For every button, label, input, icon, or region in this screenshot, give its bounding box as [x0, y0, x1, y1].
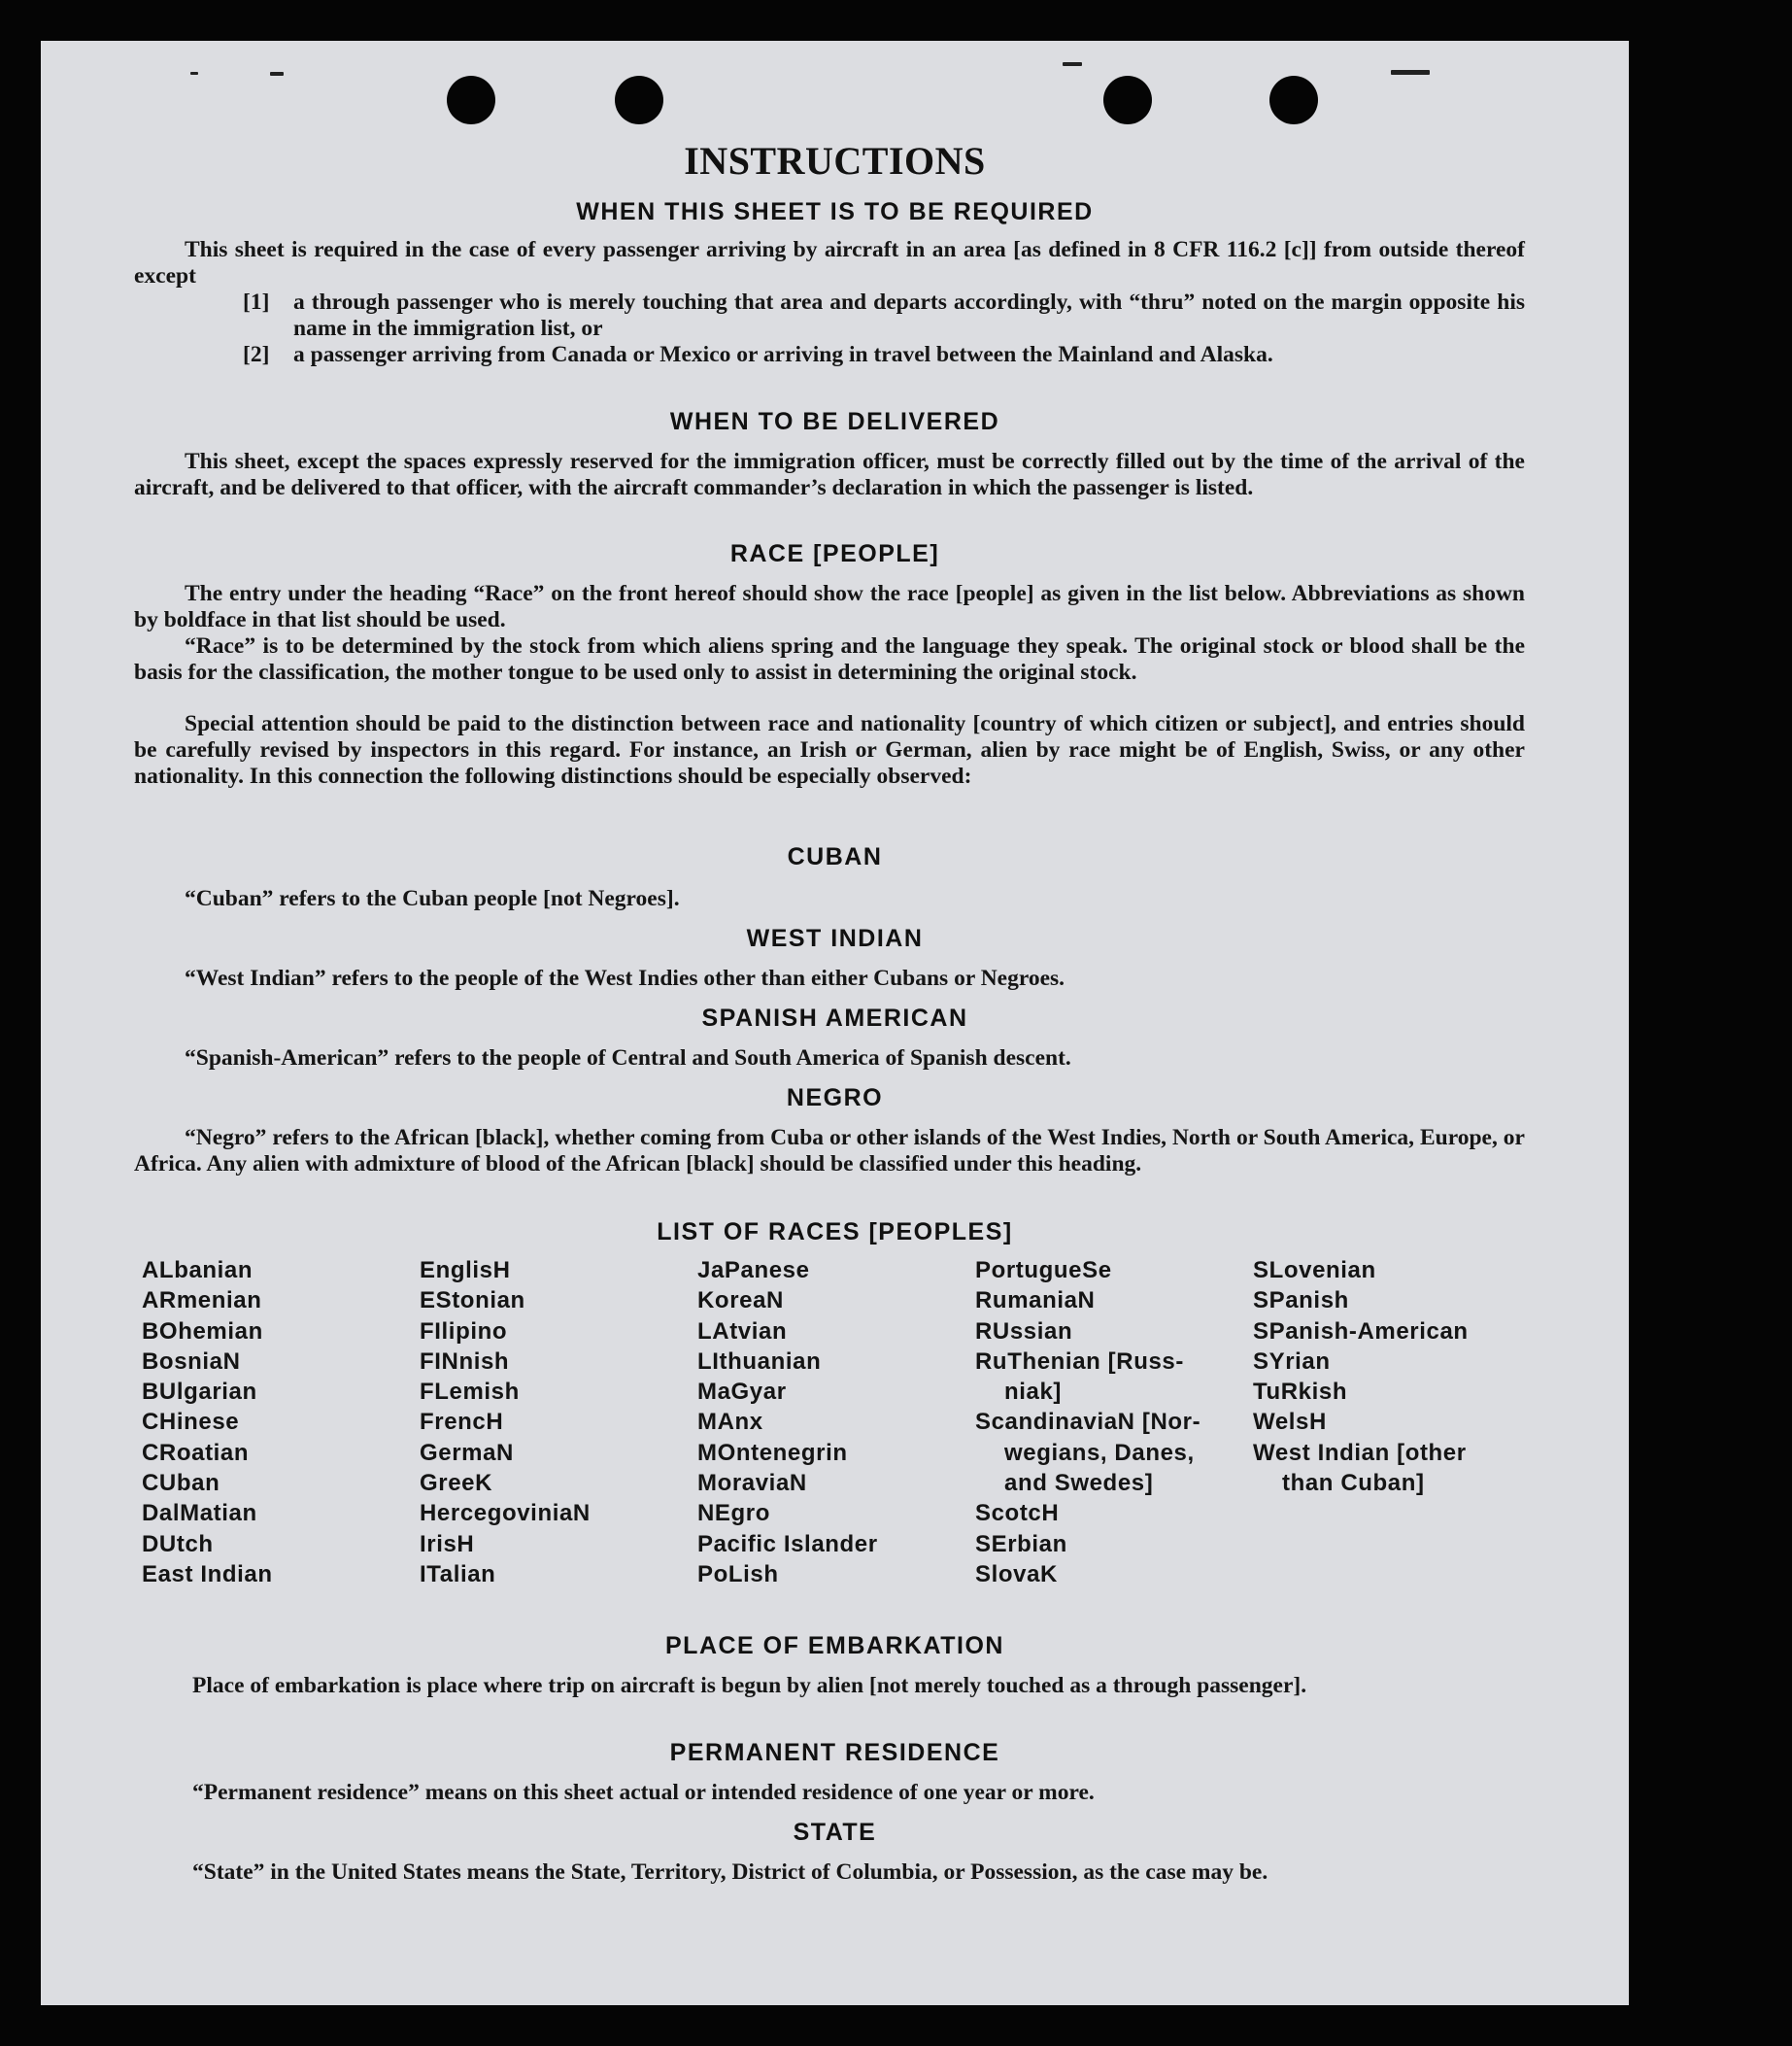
race-entry: MAnx: [697, 1409, 763, 1436]
race-list: [142, 1255, 1550, 1605]
section-heading: STATE: [793, 1819, 877, 1846]
paragraph: Special attention should be paid to the distinction between race and nationality [country of which citizen or subject], and entries should be carefully revised by inspectors in this regard. For instance, an Irish or German, alien by race might be of English, Swiss, or any other nationality. In this connection the following distinctions should be especially observed:: [134, 711, 1525, 789]
race-entry: EStonian: [420, 1287, 525, 1314]
race-entry: MOntenegrin: [697, 1439, 848, 1466]
race-entry: ALbanian: [142, 1257, 254, 1283]
race-entry-continuation: wegians, Danes,: [1004, 1439, 1195, 1466]
item-text: a through passenger who is merely touching that area and departs accordingly, with “thru” noted on the margin opposite his name in the immigration list, or: [293, 290, 1525, 341]
item-text: a passenger arriving from Canada or Mexico or arriving in travel between the Mainland and Alaska.: [293, 342, 1273, 367]
race-entry: BOhemian: [142, 1317, 263, 1345]
paragraph: “State” in the United States means the State, Territory, District of Columbia, or Possession, as the case may be.: [192, 1859, 1268, 1885]
race-column: [420, 1255, 711, 1589]
race-entry: East Indian: [142, 1560, 273, 1587]
race-entry: JaPanese: [697, 1257, 810, 1283]
race-entry: NEgro: [697, 1500, 770, 1527]
punch-hole: [1269, 76, 1318, 124]
race-entry: IrisH: [420, 1530, 475, 1557]
scan-speck: [190, 72, 198, 75]
race-entry: MaGyar: [697, 1379, 787, 1406]
punch-hole: [1103, 76, 1152, 124]
paragraph: “Permanent residence” means on this sheet actual or intended residence of one year or more.: [192, 1780, 1095, 1805]
race-column: [1253, 1255, 1544, 1498]
race-entry: SLovenian: [1253, 1257, 1376, 1283]
race-entry: West Indian [other: [1253, 1439, 1467, 1466]
race-entry: PoLish: [697, 1560, 779, 1587]
race-entry: MoraviaN: [697, 1470, 807, 1497]
race-entry-continuation: and Swedes]: [1004, 1470, 1154, 1497]
page-title: INSTRUCTIONS: [684, 139, 986, 183]
section-heading: PLACE OF EMBARKATION: [665, 1632, 1004, 1659]
race-entry: LAtvian: [697, 1317, 788, 1345]
race-entry: CUban: [142, 1470, 220, 1497]
section-heading: SPANISH AMERICAN: [701, 1005, 968, 1032]
race-entry: FLemish: [420, 1379, 520, 1406]
race-entry: PortugueSe: [975, 1257, 1112, 1283]
race-entry: TuRkish: [1253, 1379, 1348, 1406]
race-entry: RUssian: [975, 1317, 1073, 1345]
item-number: [2]: [243, 342, 270, 367]
scan-speck: [1391, 70, 1430, 75]
paragraph: “Cuban” refers to the Cuban people [not Negroes].: [185, 886, 680, 911]
race-entry: DalMatian: [142, 1500, 257, 1527]
race-column: [142, 1255, 433, 1589]
race-entry: HercegoviniaN: [420, 1500, 591, 1527]
race-entry: Pacific Islander: [697, 1530, 878, 1557]
race-entry: WelsH: [1253, 1409, 1327, 1436]
paragraph: The entry under the heading “Race” on the front hereof should show the race [people] as given in the list below. Abbreviations as shown by boldface in that list should be used.: [134, 581, 1525, 632]
race-entry: EnglisH: [420, 1257, 511, 1283]
race-entry: SYrian: [1253, 1347, 1331, 1375]
paragraph: “Negro” refers to the African [black], whether coming from Cuba or other islands of the West Indies, North or South America, Europe, or Africa. Any alien with admixture of blood of the African [black] should be classified under this heading.: [134, 1125, 1525, 1176]
race-entry: SPanish-American: [1253, 1317, 1469, 1345]
race-entry: ARmenian: [142, 1287, 262, 1314]
section-heading: CUBAN: [787, 843, 883, 870]
section-heading: WHEN THIS SHEET IS TO BE REQUIRED: [576, 198, 1094, 225]
race-entry: ScandinaviaN [Nor-: [975, 1409, 1201, 1436]
item-number: [1]: [243, 290, 270, 315]
race-entry: GermaN: [420, 1439, 514, 1466]
section-heading: LIST OF RACES [PEOPLES]: [657, 1218, 1013, 1245]
paragraph: “Race” is to be determined by the stock from which aliens spring and the language they speak. The original stock or blood shall be the basis for the classification, the mother tongue to be used only to assist in determining the original stock.: [134, 633, 1525, 685]
race-entry: SlovaK: [975, 1560, 1058, 1587]
section-heading: WEST INDIAN: [746, 925, 924, 952]
scan-speck: [270, 72, 284, 76]
race-entry: BUlgarian: [142, 1379, 257, 1406]
race-entry: SErbian: [975, 1530, 1067, 1557]
race-entry: ScotcH: [975, 1500, 1060, 1527]
race-entry: ITalian: [420, 1560, 496, 1587]
race-entry: SPanish: [1253, 1287, 1349, 1314]
paragraph: Place of embarkation is place where trip on aircraft is begun by alien [not merely touched as a through passenger].: [192, 1673, 1307, 1698]
section-heading: RACE [PEOPLE]: [729, 540, 940, 567]
race-entry: FrencH: [420, 1409, 504, 1436]
section-heading: WHEN TO BE DELIVERED: [669, 408, 1000, 435]
race-entry: FINnish: [420, 1347, 510, 1375]
race-entry: CHinese: [142, 1409, 240, 1436]
race-entry: GreeK: [420, 1470, 493, 1497]
section-heading: NEGRO: [786, 1084, 884, 1111]
race-entry: KoreaN: [697, 1287, 784, 1314]
race-column: [975, 1255, 1267, 1589]
race-entry: FIlipino: [420, 1317, 508, 1345]
race-column: [697, 1255, 989, 1589]
race-entry: RuThenian [Russ-: [975, 1347, 1184, 1375]
paragraph: This sheet, except the spaces expressly reserved for the immigration officer, must be correctly filled out by the time of the arrival of the aircraft, and be delivered to that officer, with the aircraft commander’s declaration in which the passenger is listed.: [134, 449, 1525, 500]
paragraph: “Spanish-American” refers to the people of Central and South America of Spanish descent.: [185, 1045, 1071, 1071]
race-entry: DUtch: [142, 1530, 214, 1557]
section-heading: PERMANENT RESIDENCE: [669, 1739, 1000, 1766]
race-entry: RumaniaN: [975, 1287, 1096, 1314]
race-entry: LIthuanian: [697, 1347, 822, 1375]
race-entry-continuation: than Cuban]: [1282, 1470, 1425, 1497]
paragraph: “West Indian” refers to the people of the West Indies other than either Cubans or Negroes.: [185, 966, 1065, 991]
punch-hole: [615, 76, 663, 124]
paragraph: This sheet is required in the case of every passenger arriving by aircraft in an area [as defined in 8 CFR 116.2 [c]] from outside thereof except: [134, 237, 1525, 289]
document-page: [41, 41, 1629, 2005]
race-entry: BosniaN: [142, 1347, 241, 1375]
race-entry: CRoatian: [142, 1439, 250, 1466]
punch-hole: [447, 76, 495, 124]
race-entry-continuation: niak]: [1004, 1379, 1063, 1406]
scan-speck: [1063, 62, 1082, 66]
